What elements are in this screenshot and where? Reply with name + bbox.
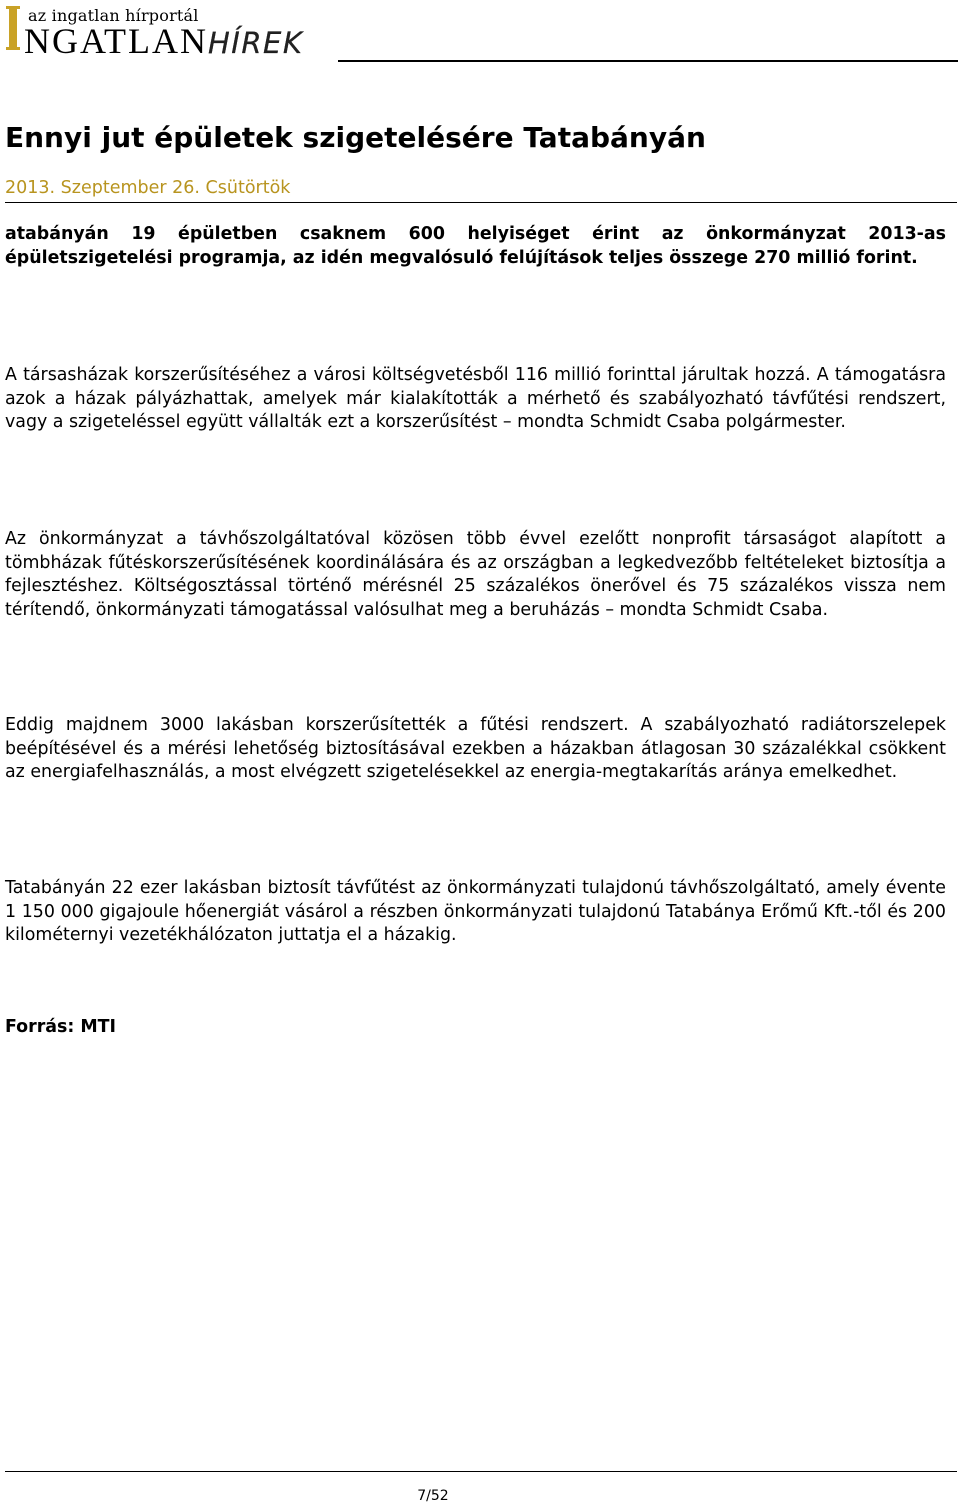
article-title: Ennyi jut épületek szigetelésére Tatabányán	[5, 121, 706, 154]
article-paragraph-1: A társasházak korszerűsítéséhez a városi költségvetésből 116 millió forinttal járultak hozzá. A támogatásra azok a házak pályázhattak, amelyek már kialakították a mérhető és szabályozható távfűtési rendszert, vagy a szigeteléssel együtt vállalták ezt a korszerűsítést – mondta Schmidt Csaba polgármester.	[5, 365, 946, 432]
article-source: Forrás: MTI	[5, 1017, 117, 1037]
logo-wordmark-accent: HÍREK	[207, 26, 304, 60]
logo-initial-i-graphic	[6, 4, 20, 54]
site-header	[0, 0, 960, 64]
article-date: 2013. Szeptember 26. Csütörtök	[5, 178, 291, 198]
logo-tagline: az ingatlan hírportál	[28, 6, 199, 25]
page-number: 7/52	[417, 1488, 449, 1504]
site-logo[interactable]	[6, 4, 336, 61]
article-lead: atabányán 19 épületben csaknem 600 helyiséget érint az önkormányzat 2013-as épületszigetelési programja, az idén megvalósuló felújítások teljes összege 270 millió forint.	[5, 224, 946, 268]
title-divider	[5, 202, 957, 203]
header-divider	[338, 60, 958, 62]
logo-wordmark	[24, 21, 304, 61]
logo-wordmark-main: NGATLAN	[24, 21, 208, 61]
article-paragraph-4: Tatabányán 22 ezer lakásban biztosít távfűtést az önkormányzati tulajdonú távhőszolgáltató, amely évente 1 150 000 gigajoule hőenergiát vásárol a részben önkormányzati tulajdonú Tatabánya Erőmű Kft.-től és 200 kilométernyi vezetékhálózaton juttatja el a házakig.	[5, 878, 946, 945]
footer-divider	[5, 1471, 957, 1472]
article-paragraph-2: Az önkormányzat a távhőszolgáltatóval közösen több évvel ezelőtt nonprofit társaságot alapított a tömbházak fűtéskorszerűsítésének koordinálására és az országban a legkedvezőbb feltételeket biztosítja a fejlesztéshez. Költségosztással történő mérésnél 25 százalékos önerővel és 75 százalékos vissza nem térítendő, önkormányzati támogatással valósulhat meg a beruházás – mondta Schmidt Csaba.	[5, 529, 946, 620]
article-paragraph-3: Eddig majdnem 3000 lakásban korszerűsítették a fűtési rendszert. A szabályozható radiátorszelepek beépítésével és a mérési lehetőség biztosításával ezekben a házakban átlagosan 30 százalékkal csökkent az energiafelhasználás, a most elvégzett szigetelésekkel az energia-megtakarítás aránya emelkedhet.	[5, 715, 946, 782]
